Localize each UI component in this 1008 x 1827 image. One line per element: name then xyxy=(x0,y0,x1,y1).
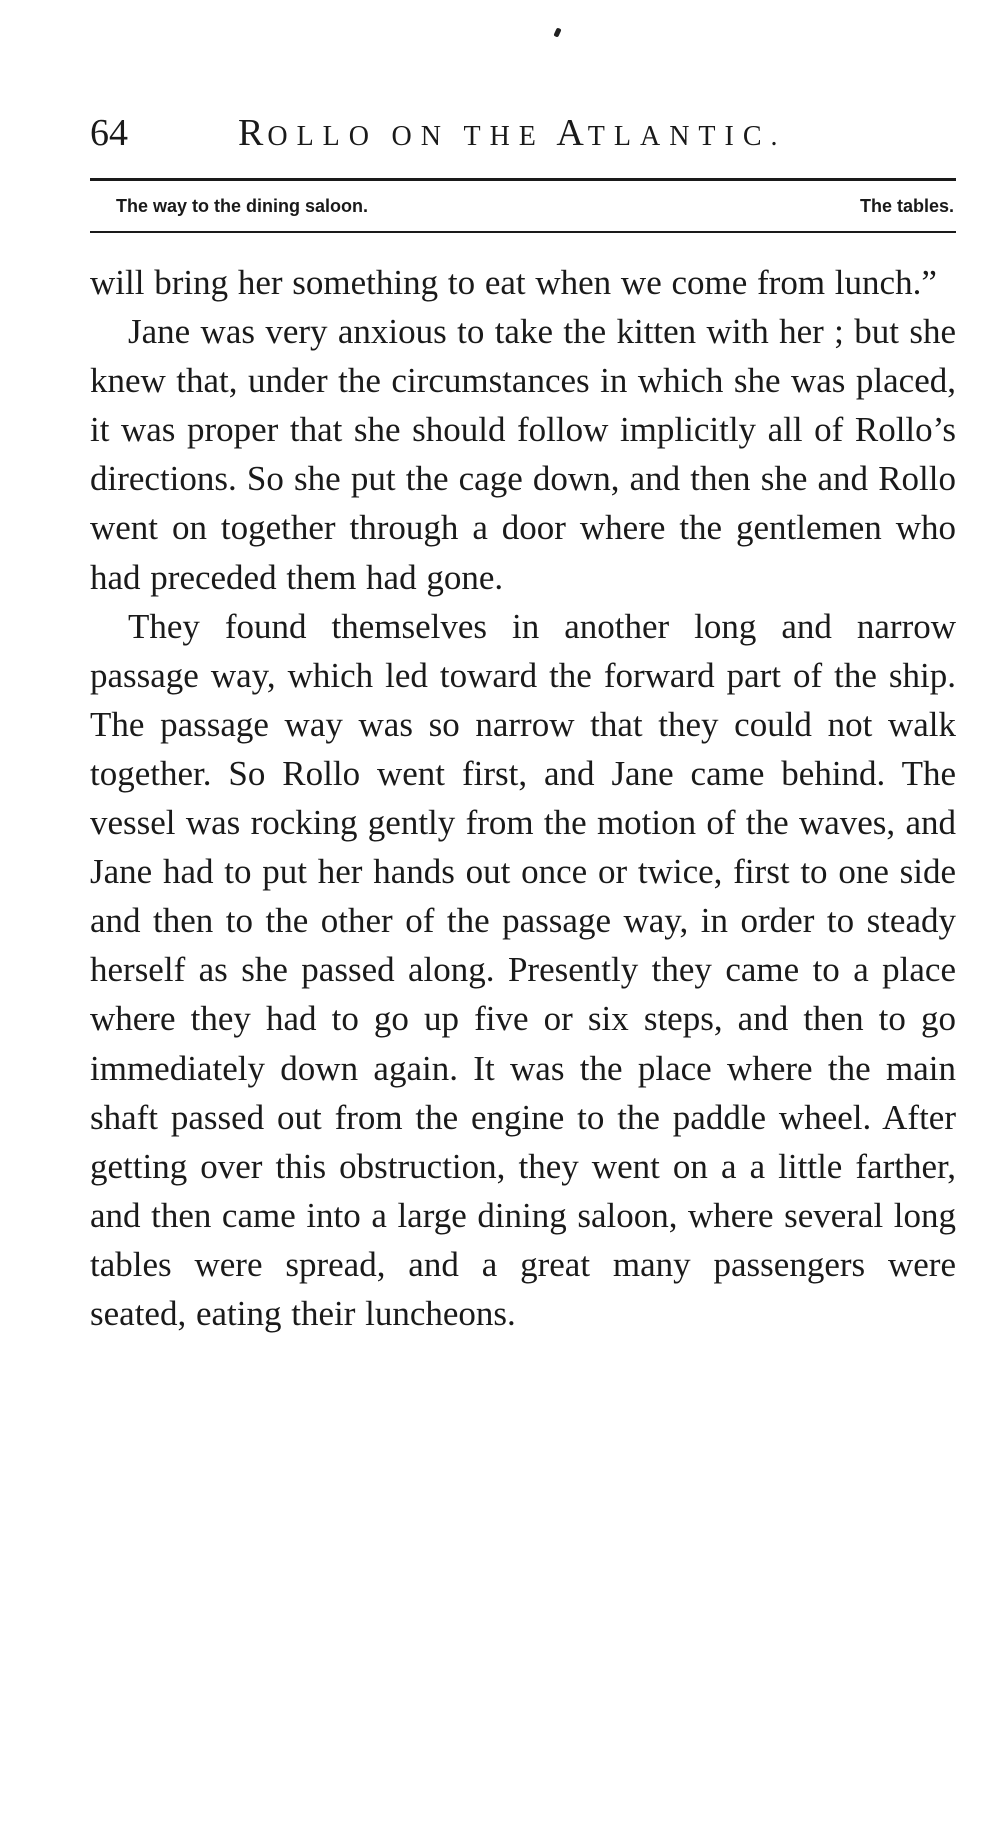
header-rule-top xyxy=(90,178,956,181)
paragraph: Jane was very anxious to take the kitten with her ; but she knew that, under the circumstances in which she was placed, it was proper that she should follow implicitly all of Rollo’s directions. So she put the cage down, and then she and Rollo went on together through a door where the gentlemen who had preceded them had gone. xyxy=(90,312,956,597)
section-head-right: The tables. xyxy=(859,196,954,216)
title-word: ON xyxy=(391,121,450,152)
ink-speck xyxy=(553,27,561,37)
title-word: ROLLO xyxy=(238,112,379,154)
running-head xyxy=(90,108,960,158)
paragraph-continuation: will bring her something to eat when we come from lunch.” xyxy=(90,263,937,302)
paragraph: They found themselves in another long and narrow passage way, which led toward the forward part of the ship. The passage way was so narrow that they could not walk together. So Rollo went first, and Jane came behind. The vessel was rocking gently from the motion of the waves, and Jane had to put her hands out once or twice, first to one side and then to the other of the passage way, in order to steady herself as she passed along. Presently they came to a place where they had to go up five or six steps, and then to go immediately down again. It was the place where the main shaft passed out from the engine to the paddle wheel. After getting over this obstruction, they went on a a little farther, and then came into a large dining saloon, where several long tables were spread, and a great many passengers were seated, eating their luncheons. xyxy=(90,606,956,1333)
section-head-left: The way to the dining saloon. xyxy=(116,196,369,216)
book-title xyxy=(238,108,787,162)
body-text xyxy=(90,258,956,1338)
page-number: 64 xyxy=(90,112,128,154)
section-heads xyxy=(116,190,954,222)
header-rule-bottom xyxy=(90,231,956,233)
title-word: ATLANTIC. xyxy=(556,112,787,154)
title-word: THE xyxy=(463,121,545,152)
